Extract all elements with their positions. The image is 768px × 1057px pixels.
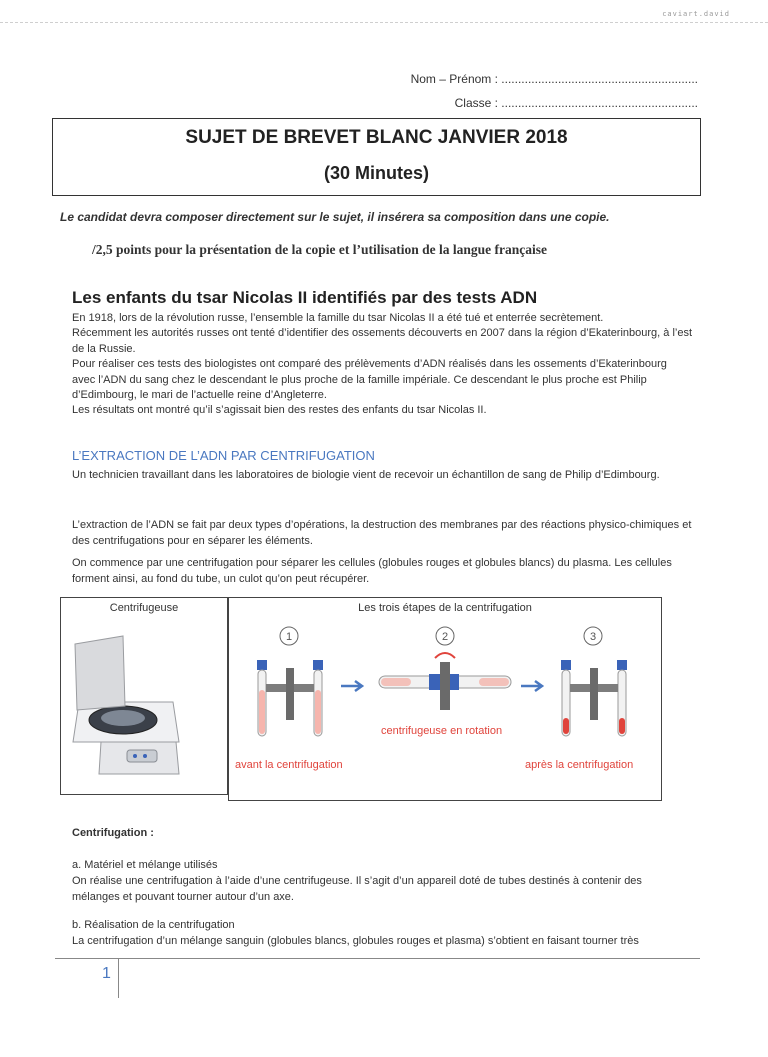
top-dashed-rule [0, 22, 768, 23]
footer-divider [118, 958, 119, 998]
section-paragraph: On commence par une centrifugation pour séparer les cellules (globules rouges et globules blancs) du plasma. Les cellules forment ainsi, au fond du tube, un culot qu’on peut récupérer. [72, 557, 672, 585]
footer-rule [55, 958, 700, 959]
step-2-tubes [379, 653, 511, 710]
article-heading: Les enfants du tsar Nicolas II identifiés par des tests ADN [72, 288, 538, 307]
subsection-b-text: La centrifugation d’un mélange sanguin (globules blancs, globules rouges et plasma) s’obtient en faisant tourner très [72, 935, 639, 947]
section-paragraph: Un technicien travaillant dans les laboratoires de biologie vient de recevoir un échantillon de sang de Philip d’Edimbourg. [72, 469, 660, 481]
centrifugation-heading: Centrifugation : [72, 827, 154, 839]
class-field[interactable]: Classe : ........................................................... [454, 96, 698, 110]
subsection-b-title: b. Réalisation de la centrifugation [72, 919, 235, 931]
step-1-number: 1 [285, 631, 293, 643]
steps-label: Les trois étapes de la centrifugation [358, 602, 532, 614]
centrifuge-label: Centrifugeuse [109, 602, 179, 614]
title-box [52, 118, 701, 196]
exam-duration: (30 Minutes) [323, 163, 429, 183]
section-paragraph: L’extraction de l’ADN se fait par deux types d’opérations, la destruction des membranes par des réactions physico-chimiques et des centrifugations pour en séparer les éléments. [72, 519, 692, 547]
caption-rotation: centrifugeuse en rotation [381, 725, 503, 737]
centrifugation-steps-figure [228, 597, 662, 801]
page-number: 1 [102, 965, 111, 982]
step-2-number: 2 [441, 631, 449, 643]
subsection-a-title: a. Matériel et mélange utilisés [72, 859, 218, 871]
name-field[interactable]: Nom – Prénom : ........................................................... [410, 72, 698, 86]
article-paragraph: Les résultats ont montré qu’il s’agissait bien des restes des enfants du tsar Nicolas II. [72, 404, 487, 416]
exam-title: SUJET DE BREVET BLANC JANVIER 2018 [185, 127, 568, 148]
article-paragraph: En 1918, lors de la révolution russe, l’ensemble la famille du tsar Nicolas II a été tué et enterrée secrètement. [72, 312, 604, 324]
caption-after: après la centrifugation [525, 759, 634, 771]
article-paragraph: Pour réaliser ces tests des biologistes ont comparé des prélèvements d’ADN réalisés dans les ossements d’Ekaterinbourg avec l’ADN du sang chez le descendant le plus proche de la famille impériale. Ce descendant le plus proche est Philip d’Edimbourg, le mari de l’actuelle reine d’Angleterre. [72, 358, 667, 401]
step-3-tubes [561, 660, 627, 736]
caption-before: avant la centrifugation [235, 759, 343, 771]
centrifugation-steps [229, 618, 661, 796]
article-paragraph: Récemment les autorités russes ont tenté d’identifier des ossements découverts en 2007 dans la région d’Ekaterinbourg, à l’est de la Russie. [72, 327, 693, 355]
subsection-a-text: On réalise une centrifugation à l’aide d’une centrifugeuse. Il s’agit d’un appareil doté de tubes destinés à contenir des mélanges et pouvant tourner autour d’un axe. [72, 875, 642, 903]
watermark: caviart.david [662, 10, 730, 18]
centrifuge-figure [60, 597, 228, 795]
candidate-instruction: Le candidat devra composer directement sur le sujet, il insérera sa composition dans une copie. [60, 210, 610, 224]
presentation-points: /2,5 points pour la présentation de la copie et l’utilisation de la langue française [92, 242, 548, 257]
section-heading: L’EXTRACTION DE L’ADN PAR CENTRIFUGATION [72, 448, 375, 463]
centrifuge-image [61, 622, 227, 792]
step-1-tubes [257, 660, 323, 736]
step-3-number: 3 [589, 631, 597, 643]
